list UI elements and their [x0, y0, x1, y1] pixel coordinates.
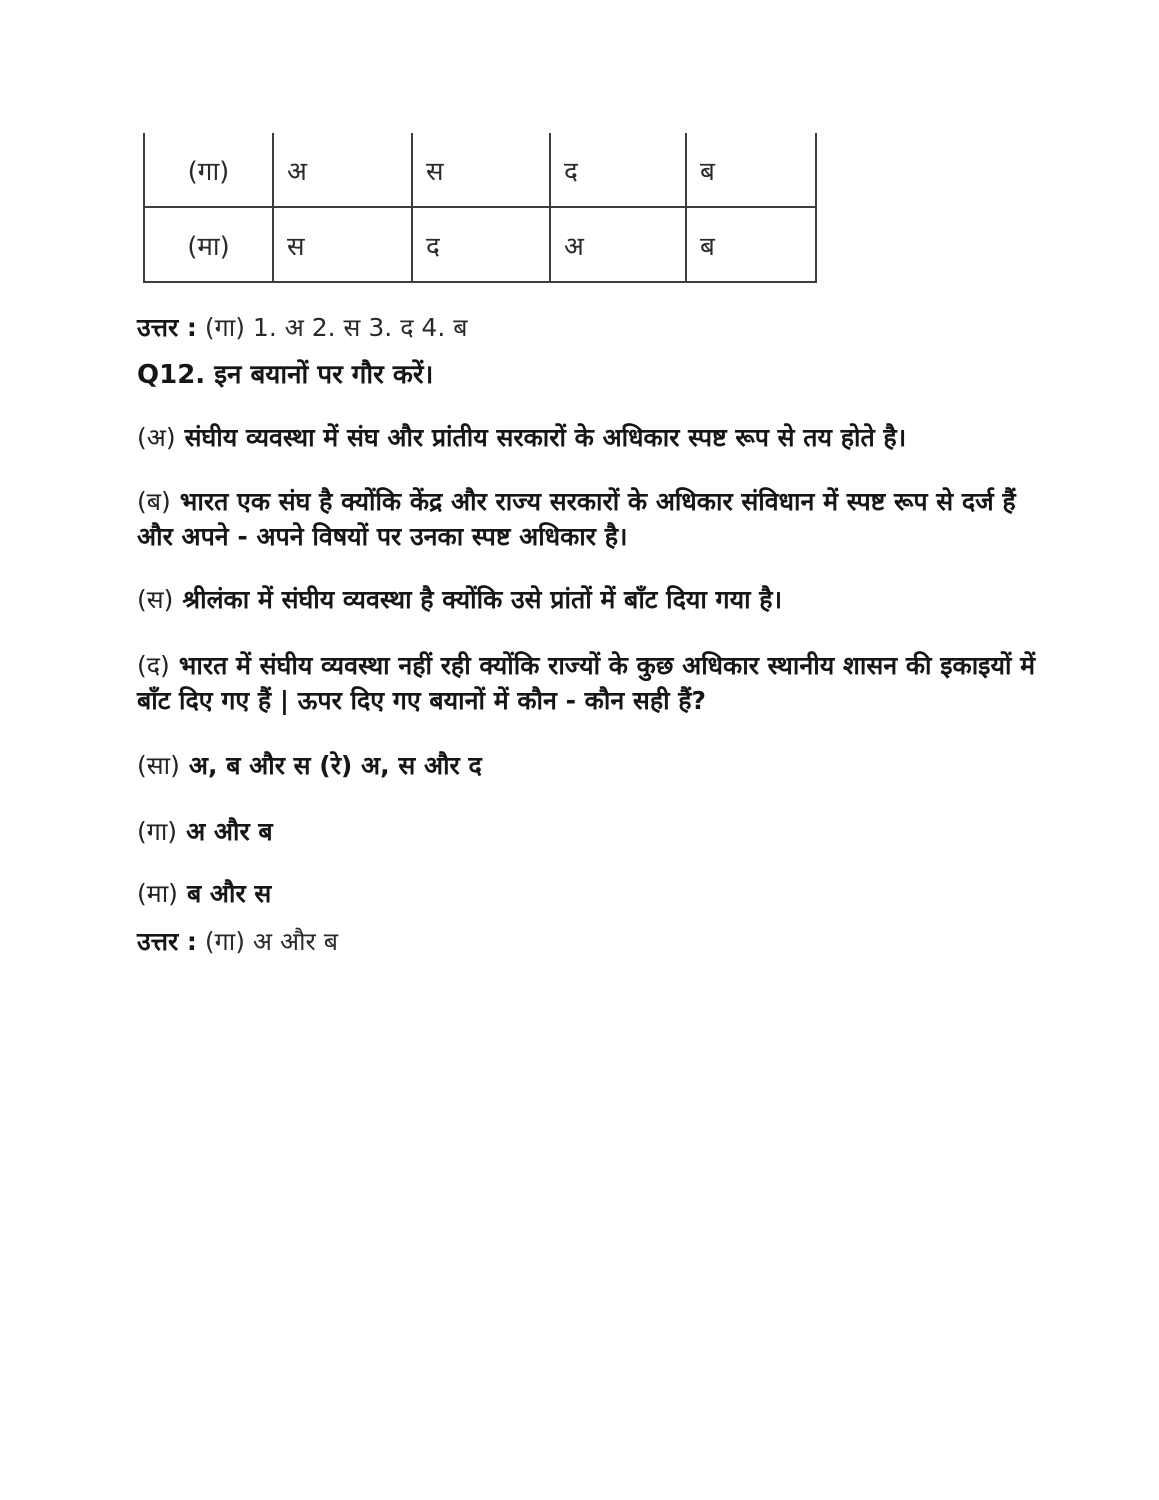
table-cell: अ	[550, 207, 686, 282]
statement-prefix: (स)	[137, 585, 174, 614]
statement-text: भारत में संघीय व्यवस्था नहीं रही क्योंकि राज्यों के कुछ अधिकार स्थानीय शासन की इकाइयों में बाँट दिए गए हैं | ऊपर दिए गए बयानों में कौन - कौन सही हैं?	[137, 651, 1036, 715]
table-row-label: (गा)	[144, 133, 273, 207]
statement-b	[137, 484, 1047, 554]
statement-s	[137, 582, 1047, 617]
statement-prefix: (अ)	[137, 423, 176, 452]
option-prefix: (सा)	[137, 751, 180, 780]
table-cell: स	[273, 207, 412, 282]
option-sa	[137, 748, 1047, 783]
statement-a	[137, 420, 1047, 455]
question-heading: Q12. इन बयानों पर गौर करें।	[137, 360, 434, 390]
answer-text: (गा) 1. अ 2. स 3. द 4. ब	[204, 313, 468, 342]
matching-table	[143, 133, 817, 283]
statement-text: श्रीलंका में संघीय व्यवस्था है क्योंकि उसे प्रांतों में बाँट दिया गया है।	[182, 585, 783, 614]
answer-label: उत्तर :	[137, 927, 197, 956]
table-row-label: (मा)	[144, 207, 273, 282]
table-row	[144, 207, 816, 282]
option-text: अ, ब और स (रे) अ, स और द	[188, 751, 482, 780]
option-prefix: (गा)	[137, 817, 178, 846]
answer-line-q12	[137, 924, 1047, 959]
table-cell: द	[550, 133, 686, 207]
table-cell: स	[412, 133, 550, 207]
table-cell: ब	[686, 207, 816, 282]
option-ga	[137, 814, 1047, 849]
statement-prefix: (ब)	[137, 487, 171, 516]
statement-text: संघीय व्यवस्था में संघ और प्रांतीय सरकारों के अधिकार स्पष्ट रूप से तय होते है।	[184, 423, 907, 452]
table-cell: द	[412, 207, 550, 282]
option-text: ब और स	[186, 879, 272, 908]
option-prefix: (मा)	[137, 879, 178, 908]
table-row	[144, 133, 816, 207]
option-text: अ और ब	[186, 817, 273, 846]
table-cell: ब	[686, 133, 816, 207]
answer-line-q11	[137, 310, 1047, 345]
table-cell: अ	[273, 133, 412, 207]
answer-label: उत्तर :	[137, 313, 197, 342]
statement-prefix: (द)	[137, 651, 170, 680]
statement-text: भारत एक संघ है क्योंकि केंद्र और राज्य सरकारों के अधिकार संविधान में स्पष्ट रूप से दर्ज हैं और अपने - अपने विषयों पर उनका स्पष्ट अधिकार है।	[137, 487, 1016, 551]
statement-d	[137, 648, 1047, 718]
option-ma	[137, 876, 1047, 911]
answer-text: (गा) अ और ब	[204, 927, 338, 956]
